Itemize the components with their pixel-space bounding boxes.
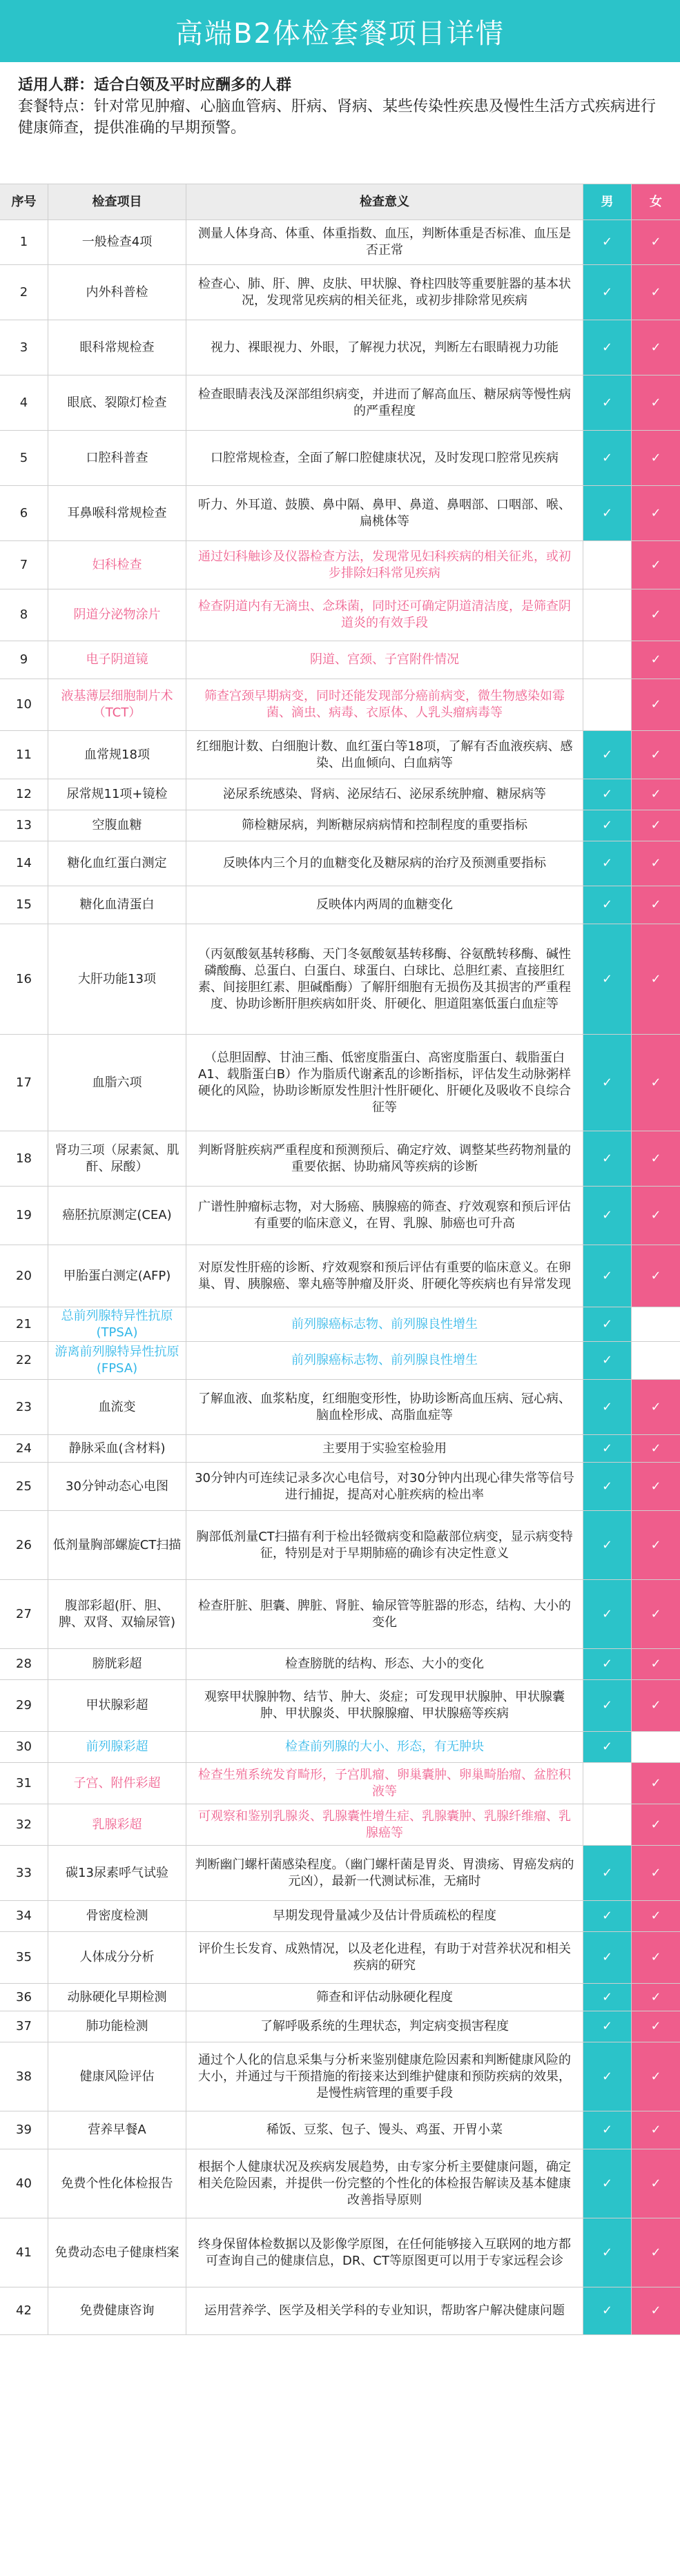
table-row: [0, 641, 680, 679]
row-meaning: 评价生长发育、成熟情况，以及老化进程，有助于对营养状况和相关疾病的研究: [186, 1932, 583, 1983]
table-row: [0, 320, 680, 375]
male-applicable-cell: ✓: [583, 1035, 632, 1131]
row-meaning: 检查阴道内有无滴虫、念珠菌，同时还可确定阴道清洁度，是筛查阴道炎的有效手段: [186, 589, 583, 641]
table-row: [0, 1380, 680, 1435]
row-item: 免费健康咨询: [48, 2287, 186, 2334]
male-applicable-cell: ✓: [583, 1435, 632, 1462]
male-applicable-cell: ✓: [583, 1649, 632, 1679]
table-row: [0, 1187, 680, 1245]
row-item: 总前列腺特异性抗原(TPSA): [48, 1307, 186, 1341]
male-applicable-cell: ✓: [583, 1131, 632, 1186]
row-meaning: 胸部低剂量CT扫描有利于检出轻微病变和隐蔽部位病变，显示病变特征，特别是对于早期肺癌的确诊有决定性意义: [186, 1511, 583, 1579]
row-item: 腹部彩超(肝、胆、脾、双肾、双输尿管): [48, 1580, 186, 1648]
female-applicable-cell: ✓: [632, 841, 680, 886]
row-no: 41: [0, 2218, 48, 2287]
row-meaning: 可观察和鉴别乳腺炎、乳腺囊性增生症、乳腺囊肿、乳腺纤维瘤、乳腺癌等: [186, 1804, 583, 1845]
row-no: 4: [0, 375, 48, 430]
male-applicable-cell: ✓: [583, 1680, 632, 1731]
row-item: 癌胚抗原测定(CEA): [48, 1187, 186, 1245]
row-meaning: 运用营养学、医学及相关学科的专业知识，帮助客户解决健康问题: [186, 2287, 583, 2334]
female-applicable-cell: ✓: [632, 1245, 680, 1307]
male-applicable-cell: ✓: [583, 1846, 632, 1900]
row-no: 8: [0, 589, 48, 641]
male-applicable-cell: ✓: [583, 320, 632, 375]
row-no: 7: [0, 541, 48, 589]
row-meaning: 筛查宫颈早期病变，同时还能发现部分癌前病变，微生物感染如霉菌、滴虫、病毒、衣原体、人乳头瘤病毒等: [186, 679, 583, 730]
row-no: 27: [0, 1580, 48, 1648]
male-applicable-cell: ✓: [583, 2218, 632, 2287]
page-title-banner: [0, 0, 680, 62]
row-no: 20: [0, 1245, 48, 1307]
row-no: 11: [0, 731, 48, 779]
female-applicable-cell: ✓: [632, 541, 680, 589]
row-no: 23: [0, 1380, 48, 1434]
table-row: [0, 1435, 680, 1463]
female-applicable-cell: ✓: [632, 265, 680, 320]
female-applicable-cell: ✓: [632, 1511, 680, 1579]
row-item: 肺功能检测: [48, 2011, 186, 2042]
female-applicable-cell: ✓: [632, 2011, 680, 2042]
female-applicable-cell: [632, 1732, 680, 1762]
row-meaning: （总胆固醇、甘油三酯、低密度脂蛋白、高密度脂蛋白、载脂蛋白A1、载脂蛋白B）作为脂质代谢紊乱的诊断指标，评估发生动脉粥样硬化的风险，协助诊断原发性胆汁性肝硬化、肝硬化及吸收不良综合征等: [186, 1035, 583, 1131]
male-applicable-cell: ✓: [583, 731, 632, 779]
row-item: 血脂六项: [48, 1035, 186, 1131]
male-applicable-cell: ✓: [583, 431, 632, 485]
row-meaning: 测量人体身高、体重、体重指数、血压，判断体重是否标准、血压是否正常: [186, 220, 583, 264]
row-meaning: 泌尿系统感染、肾病、泌尿结石、泌尿系统肿瘤、糖尿病等: [186, 779, 583, 810]
row-no: 22: [0, 1342, 48, 1379]
female-applicable-cell: ✓: [632, 220, 680, 264]
female-applicable-cell: ✓: [632, 924, 680, 1034]
row-meaning: 检查肝脏、胆囊、脾脏、肾脏、输尿管等脏器的形态，结构、大小的变化: [186, 1580, 583, 1648]
female-applicable-cell: ✓: [632, 1680, 680, 1731]
row-item: 耳鼻喉科常规检查: [48, 486, 186, 540]
row-item: 一般检查4项: [48, 220, 186, 264]
female-applicable-cell: [632, 1307, 680, 1341]
male-applicable-cell: ✓: [583, 1580, 632, 1648]
female-applicable-cell: [632, 1342, 680, 1379]
male-applicable-cell: ✓: [583, 1245, 632, 1307]
female-applicable-cell: ✓: [632, 1932, 680, 1983]
male-applicable-cell: ✓: [583, 779, 632, 810]
row-meaning: 了解呼吸系统的生理状态，判定病变损害程度: [186, 2011, 583, 2042]
row-no: 37: [0, 2011, 48, 2042]
row-meaning: 前列腺癌标志物、前列腺良性增生: [186, 1307, 583, 1341]
header-female: 女: [632, 184, 680, 219]
female-applicable-cell: ✓: [632, 1035, 680, 1131]
table-row: [0, 1804, 680, 1846]
table-row: [0, 2149, 680, 2218]
male-applicable-cell: ✓: [583, 1463, 632, 1510]
table-row: [0, 1649, 680, 1680]
female-applicable-cell: ✓: [632, 431, 680, 485]
female-applicable-cell: ✓: [632, 375, 680, 430]
row-item: 眼科常规检查: [48, 320, 186, 375]
female-applicable-cell: ✓: [632, 2111, 680, 2149]
row-meaning: 早期发现骨量减少及估计骨质疏松的程度: [186, 1901, 583, 1931]
female-applicable-cell: ✓: [632, 679, 680, 730]
table-row: [0, 2011, 680, 2042]
male-applicable-cell: [583, 1763, 632, 1804]
row-no: 14: [0, 841, 48, 886]
female-applicable-cell: ✓: [632, 1984, 680, 2011]
male-applicable-cell: ✓: [583, 265, 632, 320]
row-no: 13: [0, 810, 48, 841]
header-no: 序号: [0, 184, 48, 219]
table-row: [0, 2287, 680, 2335]
male-applicable-cell: ✓: [583, 1380, 632, 1434]
row-meaning: 了解血液、血浆粘度，红细胞变形性，协助诊断高血压病、冠心病、脑血栓形成、高脂血症等: [186, 1380, 583, 1434]
female-applicable-cell: ✓: [632, 1649, 680, 1679]
row-meaning: 前列腺癌标志物、前列腺良性增生: [186, 1342, 583, 1379]
table-row: [0, 1580, 680, 1649]
male-applicable-cell: ✓: [583, 2149, 632, 2218]
female-applicable-cell: ✓: [632, 1580, 680, 1648]
table-row: [0, 2218, 680, 2287]
row-no: 24: [0, 1435, 48, 1462]
male-applicable-cell: ✓: [583, 486, 632, 540]
row-no: 36: [0, 1984, 48, 2011]
male-applicable-cell: ✓: [583, 1187, 632, 1245]
row-no: 35: [0, 1932, 48, 1983]
table-row: [0, 486, 680, 541]
male-applicable-cell: [583, 679, 632, 730]
female-applicable-cell: ✓: [632, 1804, 680, 1845]
row-no: 5: [0, 431, 48, 485]
table-row: [0, 1307, 680, 1342]
row-meaning: 检查心、肺、肝、脾、皮肤、甲状腺、脊柱四肢等重要脏器的基本状况，发现常见疾病的相关征兆，或初步排除常见疾病: [186, 265, 583, 320]
female-applicable-cell: ✓: [632, 2042, 680, 2111]
male-applicable-cell: ✓: [583, 810, 632, 841]
row-meaning: 根据个人健康状况及疾病发展趋势，由专家分析主要健康问题，确定相关危险因素，并提供一份完整的个性化的体检报告解读及基本健康改善指导原则: [186, 2149, 583, 2218]
female-applicable-cell: ✓: [632, 731, 680, 779]
female-applicable-cell: ✓: [632, 1380, 680, 1434]
row-no: 9: [0, 641, 48, 679]
female-applicable-cell: ✓: [632, 1435, 680, 1462]
row-item: 碳13尿素呼气试验: [48, 1846, 186, 1900]
female-applicable-cell: ✓: [632, 2287, 680, 2334]
table-row: [0, 779, 680, 810]
table-row: [0, 1680, 680, 1732]
table-row: [0, 1901, 680, 1932]
male-applicable-cell: ✓: [583, 2011, 632, 2042]
female-applicable-cell: ✓: [632, 320, 680, 375]
table-row: [0, 1932, 680, 1984]
row-item: 大肝功能13项: [48, 924, 186, 1034]
row-item: 膀胱彩超: [48, 1649, 186, 1679]
row-no: 38: [0, 2042, 48, 2111]
row-no: 21: [0, 1307, 48, 1341]
row-item: 糖化血红蛋白测定: [48, 841, 186, 886]
female-applicable-cell: ✓: [632, 1901, 680, 1931]
table-row: [0, 265, 680, 320]
row-item: 低剂量胸部螺旋CT扫描: [48, 1511, 186, 1579]
page-title: 高端B2体检套餐项目详情: [175, 17, 505, 50]
row-meaning: 终身保留体检数据以及影像学原图，在任何能够接入互联网的地方都可查询自己的健康信息，DR、CT等原图更可以用于专家远程会诊: [186, 2218, 583, 2287]
table-row: [0, 1463, 680, 1511]
row-item: 前列腺彩超: [48, 1732, 186, 1762]
package-feature-text: 套餐特点：针对常见肿瘤、心脑血管病、肝病、肾病、某些传染性疾患及慢性生活方式疾病进行健康筛查，提供准确的早期预警。: [18, 98, 657, 137]
table-row: [0, 220, 680, 265]
table-row: [0, 1245, 680, 1307]
male-applicable-cell: ✓: [583, 1932, 632, 1983]
female-applicable-cell: ✓: [632, 641, 680, 679]
row-no: 40: [0, 2149, 48, 2218]
row-item: 人体成分分析: [48, 1932, 186, 1983]
row-item: 骨密度检测: [48, 1901, 186, 1931]
row-item: 空腹血糖: [48, 810, 186, 841]
row-no: 10: [0, 679, 48, 730]
male-applicable-cell: ✓: [583, 1307, 632, 1341]
intro-section: [0, 62, 680, 184]
male-applicable-cell: [583, 541, 632, 589]
female-applicable-cell: ✓: [632, 779, 680, 810]
row-meaning: 检查膀胱的结构、形态、大小的变化: [186, 1649, 583, 1679]
row-meaning: 稀饭、豆浆、包子、馒头、鸡蛋、开胃小菜: [186, 2111, 583, 2149]
row-no: 42: [0, 2287, 48, 2334]
row-no: 29: [0, 1680, 48, 1731]
row-no: 15: [0, 886, 48, 924]
row-item: 营养早餐A: [48, 2111, 186, 2149]
row-meaning: 30分钟内可连续记录多次心电信号，对30分钟内出现心律失常等信号进行捕捉，提高对心脏疾病的检出率: [186, 1463, 583, 1510]
male-applicable-cell: ✓: [583, 2287, 632, 2334]
row-no: 39: [0, 2111, 48, 2149]
row-item: 血常规18项: [48, 731, 186, 779]
table-row: [0, 1511, 680, 1580]
table-row: [0, 1131, 680, 1187]
row-meaning: 阴道、宫颈、子宫附件情况: [186, 641, 583, 679]
row-meaning: 筛查和评估动脉硬化程度: [186, 1984, 583, 2011]
male-applicable-cell: [583, 641, 632, 679]
row-item: 健康风险评估: [48, 2042, 186, 2111]
row-no: 6: [0, 486, 48, 540]
row-no: 1: [0, 220, 48, 264]
row-item: 免费动态电子健康档案: [48, 2218, 186, 2287]
row-meaning: 检查眼睛表浅及深部组织病变，并进而了解高血压、糖尿病等慢性病的严重程度: [186, 375, 583, 430]
row-item: 血流变: [48, 1380, 186, 1434]
row-meaning: 通过个人化的信息采集与分析来鉴别健康危险因素和判断健康风险的大小，并通过与干预措施的衔接来达到维护健康和预防疾病的效果，是慢性病管理的重要手段: [186, 2042, 583, 2111]
row-meaning: 判断肾脏疾病严重程度和预测预后、确定疗效、调整某些药物剂量的重要依据、协助痛风等疾病的诊断: [186, 1131, 583, 1186]
row-no: 2: [0, 265, 48, 320]
row-item: 甲状腺彩超: [48, 1680, 186, 1731]
table-header-row: [0, 184, 680, 220]
female-applicable-cell: ✓: [632, 589, 680, 641]
row-item: 乳腺彩超: [48, 1804, 186, 1845]
row-item: 液基薄层细胞制片术（TCT）: [48, 679, 186, 730]
row-no: 26: [0, 1511, 48, 1579]
table-row: [0, 1846, 680, 1901]
table-row: [0, 731, 680, 779]
table-row: [0, 886, 680, 924]
table-row: [0, 541, 680, 589]
row-item: 免费个性化体检报告: [48, 2149, 186, 2218]
table-row: [0, 375, 680, 431]
table-row: [0, 431, 680, 486]
female-applicable-cell: ✓: [632, 1131, 680, 1186]
row-no: 34: [0, 1901, 48, 1931]
table-row: [0, 589, 680, 641]
row-no: 33: [0, 1846, 48, 1900]
row-item: 子宫、附件彩超: [48, 1763, 186, 1804]
female-applicable-cell: ✓: [632, 1763, 680, 1804]
male-applicable-cell: ✓: [583, 2111, 632, 2149]
row-meaning: 筛检糖尿病，判断糖尿病病情和控制程度的重要指标: [186, 810, 583, 841]
row-item: 肾功三项（尿素氮、肌酐、尿酸）: [48, 1131, 186, 1186]
row-meaning: 判断幽门螺杆菌感染程度。（幽门螺杆菌是胃炎、胃溃疡、胃癌发病的元凶），最新一代测试标准，无痛时: [186, 1846, 583, 1900]
row-item: 30分钟动态心电图: [48, 1463, 186, 1510]
table-row: [0, 1984, 680, 2011]
table-row: [0, 841, 680, 886]
table-row: [0, 2111, 680, 2149]
table-row: [0, 810, 680, 841]
row-no: 28: [0, 1649, 48, 1679]
female-applicable-cell: ✓: [632, 2218, 680, 2287]
row-no: 30: [0, 1732, 48, 1762]
male-applicable-cell: ✓: [583, 1342, 632, 1379]
row-meaning: 广谱性肿瘤标志物，对大肠癌、胰腺癌的筛查、疗效观察和预后评估有重要的临床意义，在胃、乳腺、肺癌也可升高: [186, 1187, 583, 1245]
row-meaning: 反映体内三个月的血糖变化及糖尿病的治疗及预测重要指标: [186, 841, 583, 886]
row-meaning: 观察甲状腺肿物、结节、肿大、炎症；可发现甲状腺肿、甲状腺囊肿、甲状腺炎、甲状腺腺瘤、甲状腺癌等疾病: [186, 1680, 583, 1731]
target-crowd-text: 适用人群：适合白领及平时应酬多的人群: [18, 77, 292, 94]
table-row: [0, 679, 680, 731]
row-meaning: 反映体内两周的血糖变化: [186, 886, 583, 924]
row-item: 动脉硬化早期检测: [48, 1984, 186, 2011]
table-row: [0, 1732, 680, 1763]
male-applicable-cell: ✓: [583, 924, 632, 1034]
row-meaning: 通过妇科触诊及仪器检查方法，发现常见妇科疾病的相关征兆，或初步排除妇科常见疾病: [186, 541, 583, 589]
row-no: 17: [0, 1035, 48, 1131]
male-applicable-cell: ✓: [583, 1511, 632, 1579]
female-applicable-cell: ✓: [632, 886, 680, 924]
female-applicable-cell: ✓: [632, 1846, 680, 1900]
table-row: [0, 1763, 680, 1804]
table-row: [0, 924, 680, 1035]
row-item: 游离前列腺特异性抗原(FPSA): [48, 1342, 186, 1379]
male-applicable-cell: ✓: [583, 2042, 632, 2111]
header-meaning: 检查意义: [186, 184, 583, 219]
row-item: 尿常规11项+镜检: [48, 779, 186, 810]
row-item: 妇科检查: [48, 541, 186, 589]
row-no: 12: [0, 779, 48, 810]
exam-items-table: [0, 184, 680, 2335]
female-applicable-cell: ✓: [632, 810, 680, 841]
row-item: 电子阴道镜: [48, 641, 186, 679]
table-row: [0, 1035, 680, 1131]
female-applicable-cell: ✓: [632, 2149, 680, 2218]
row-item: 眼底、裂隙灯检查: [48, 375, 186, 430]
row-meaning: 检查生殖系统发育畸形，子宫肌瘤、卵巢囊肿、卵巢畸胎瘤、盆腔积液等: [186, 1763, 583, 1804]
row-meaning: 检查前列腺的大小、形态，有无肿块: [186, 1732, 583, 1762]
row-no: 18: [0, 1131, 48, 1186]
table-row: [0, 1342, 680, 1380]
row-meaning: 视力、裸眼视力、外眼，了解视力状况，判断左右眼睛视力功能: [186, 320, 583, 375]
female-applicable-cell: ✓: [632, 1463, 680, 1510]
table-row: [0, 2042, 680, 2111]
row-no: 16: [0, 924, 48, 1034]
male-applicable-cell: [583, 589, 632, 641]
female-applicable-cell: ✓: [632, 1187, 680, 1245]
row-no: 3: [0, 320, 48, 375]
male-applicable-cell: ✓: [583, 841, 632, 886]
row-meaning: 主要用于实验室检验用: [186, 1435, 583, 1462]
row-meaning: 红细胞计数、白细胞计数、血红蛋白等18项，了解有否血液疾病、感染、出血倾向、白血病等: [186, 731, 583, 779]
row-meaning: （丙氨酸氨基转移酶、天门冬氨酸氨基转移酶、谷氨酰转移酶、碱性磷酸酶、总蛋白、白蛋白、球蛋白、白球比、总胆红素、直接胆红素、间接胆红素、胆碱酯酶）了解肝细胞有无损伤及其损害的严重程度、协助诊断肝胆疾病如肝炎、肝硬化、胆道阻塞低蛋白血症等: [186, 924, 583, 1034]
male-applicable-cell: ✓: [583, 375, 632, 430]
row-no: 31: [0, 1763, 48, 1804]
row-item: 糖化血清蛋白: [48, 886, 186, 924]
row-item: 静脉采血(含材料): [48, 1435, 186, 1462]
row-no: 19: [0, 1187, 48, 1245]
row-item: 阴道分泌物涂片: [48, 589, 186, 641]
table-body: [0, 220, 680, 2335]
row-item: 内外科普检: [48, 265, 186, 320]
row-item: 口腔科普查: [48, 431, 186, 485]
header-male: 男: [583, 184, 632, 219]
row-no: 32: [0, 1804, 48, 1845]
male-applicable-cell: ✓: [583, 220, 632, 264]
male-applicable-cell: [583, 1804, 632, 1845]
female-applicable-cell: ✓: [632, 486, 680, 540]
row-meaning: 对原发性肝癌的诊断、疗效观察和预后评估有重要的临床意义。在卵巢、胃、胰腺癌、睾丸癌等肿瘤及肝炎、肝硬化等疾病也有异常发现: [186, 1245, 583, 1307]
male-applicable-cell: ✓: [583, 886, 632, 924]
row-no: 25: [0, 1463, 48, 1510]
row-meaning: 口腔常规检查，全面了解口腔健康状况，及时发现口腔常见疾病: [186, 431, 583, 485]
male-applicable-cell: ✓: [583, 1984, 632, 2011]
header-item: 检查项目: [48, 184, 186, 219]
male-applicable-cell: ✓: [583, 1732, 632, 1762]
row-item: 甲胎蛋白测定(AFP): [48, 1245, 186, 1307]
male-applicable-cell: ✓: [583, 1901, 632, 1931]
row-meaning: 听力、外耳道、鼓膜、鼻中隔、鼻甲、鼻道、鼻咽部、口咽部、喉、扁桃体等: [186, 486, 583, 540]
